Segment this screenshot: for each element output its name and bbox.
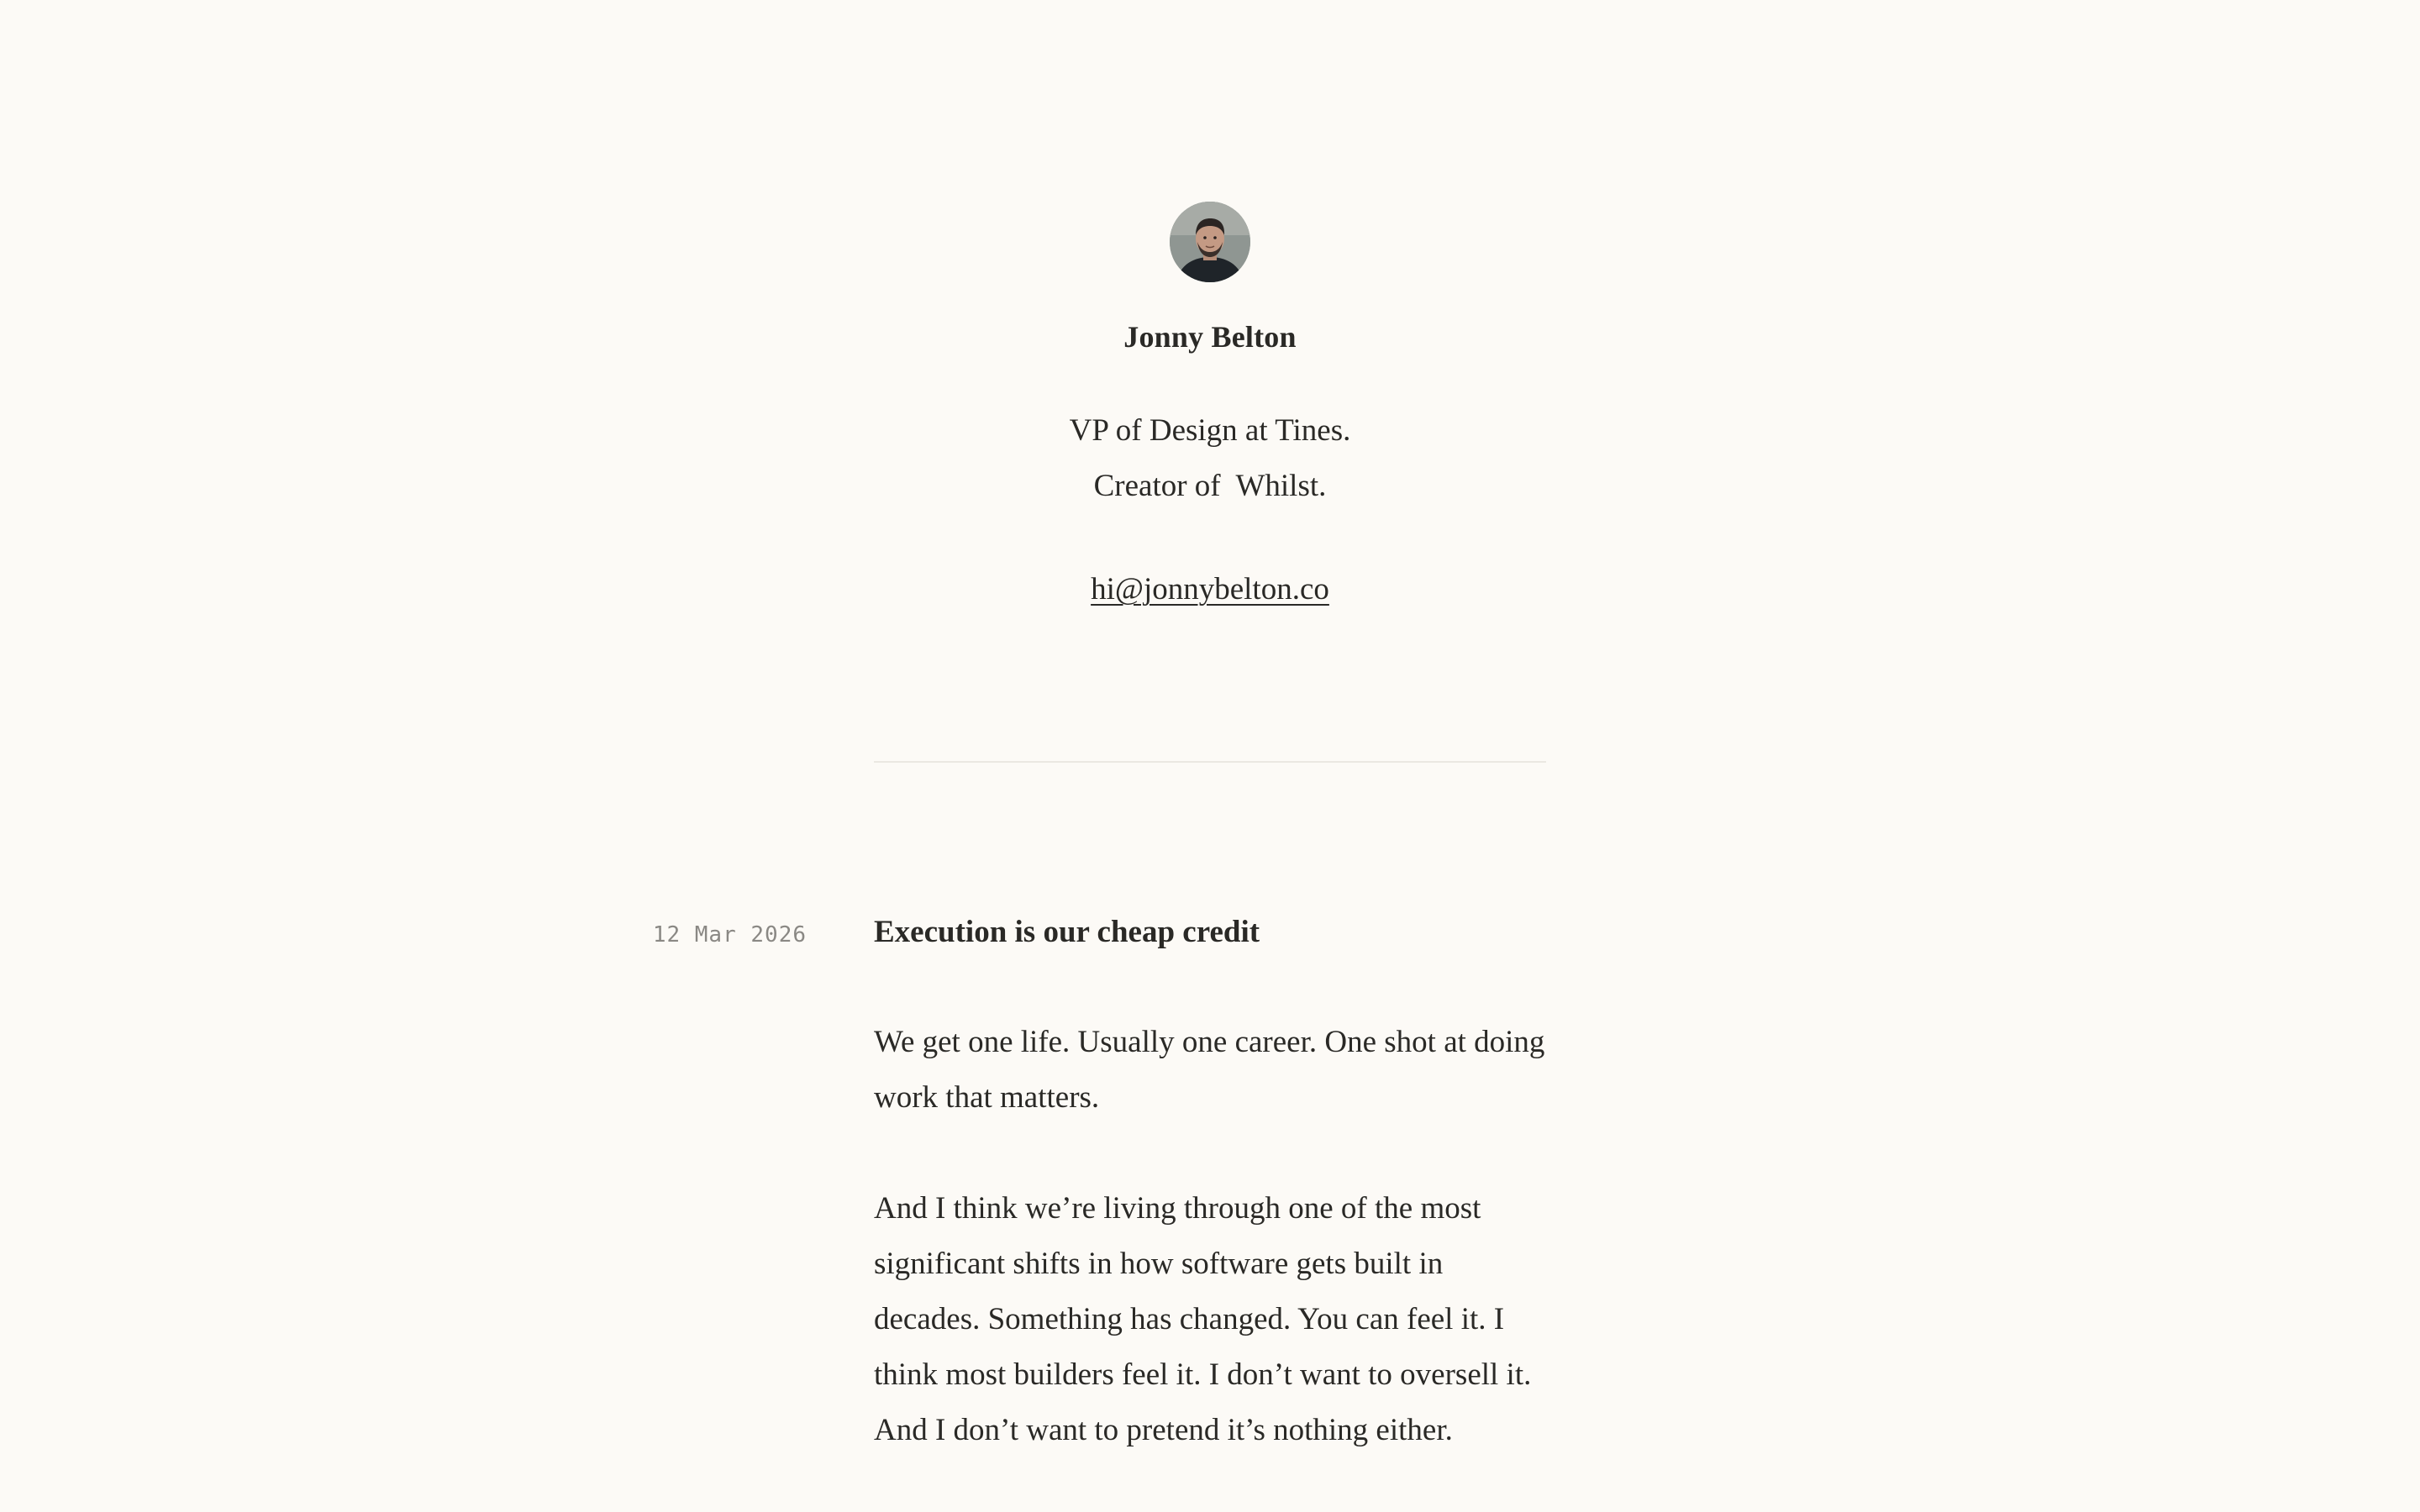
email-link[interactable]: hi@jonnybelton.co — [1091, 572, 1329, 606]
profile-bio — [0, 403, 2420, 514]
post-body — [874, 1015, 1546, 1512]
bio-line-creator: Creator of Whilst. — [1093, 469, 1327, 503]
avatar — [1170, 202, 1250, 282]
bio-line-role: VP of Design at Tines. — [1069, 413, 1351, 448]
divider — [874, 761, 1546, 763]
post-title[interactable]: Execution is our cheap credit — [874, 915, 1260, 949]
profile-name: Jonny Belton — [1123, 320, 1297, 354]
post-paragraph: We get one life. Usually one career. One shot at doing work that matters. — [874, 1025, 1545, 1115]
person-portrait-icon — [1170, 202, 1250, 282]
post-paragraph: And I think we’re living through one of the most significant shifts in how software gets built in decades. Something has changed. You can feel it. I think most builders feel it. I don’t want to oversell it. And I don’t want to pretend it’s nothing either. — [874, 1191, 1532, 1447]
post-date: 12 Mar 2026 — [652, 922, 807, 948]
email-section — [0, 571, 2420, 607]
